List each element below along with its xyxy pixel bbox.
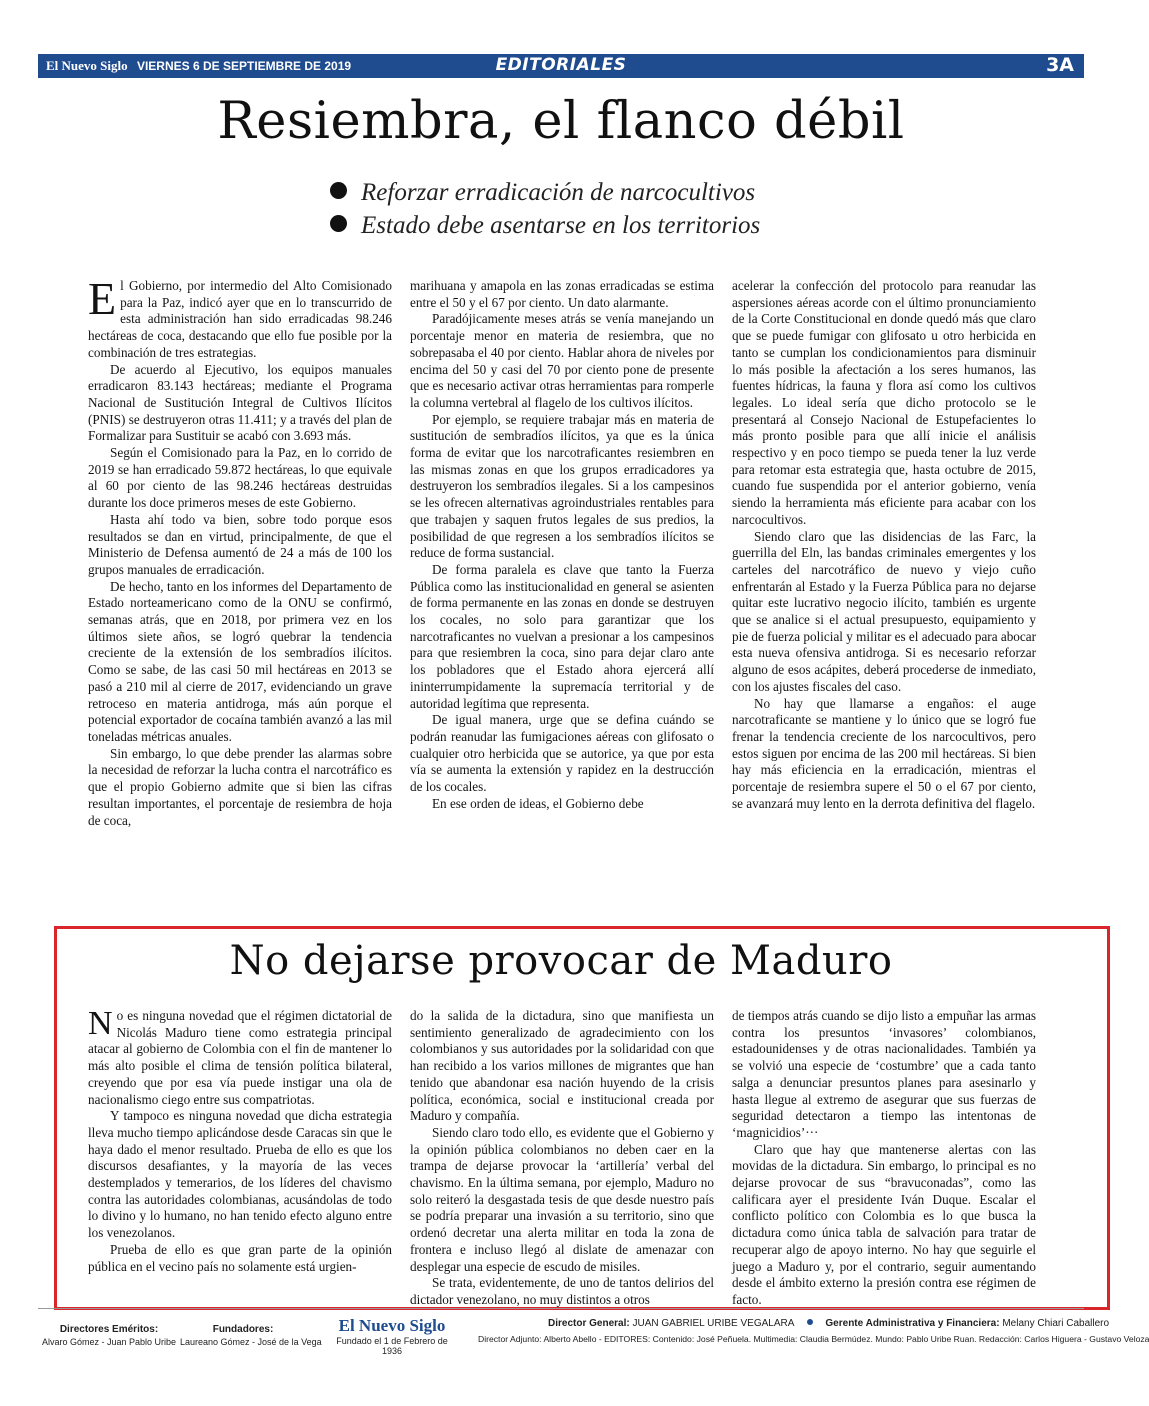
subhead-item: Reforzar erradicación de narcocultivos	[330, 176, 760, 209]
article2-column-1	[88, 1005, 392, 1288]
page-number: 3A	[1046, 54, 1074, 76]
paragraph: Paradójicamente meses atrás se venía manejando un porcentaje menor en materia de resiembra, que no sobrepasaba el 40 por ciento. Hablar ahora de niveles por encima del 50 y casi del 70 por ciento pone de presente que es necesario activar otras herramientas para romperle la columna vertebral al flagelo de los cultivos ilícitos.	[410, 311, 714, 410]
paragraph: de tiempos atrás cuando se dijo listo a empuñar las armas contra los presuntos ‘invasores’ colombianos, estadounidenses y de otras nacionalidades. También ya se volvió una especie de ‘costumbre’ que a cada tanto salga a denunciar presuntos planes para asesinarlo y hasta llegue al extremo de asegurar que sus fuerzas de seguridad detectaron a tiempo las intentonas de ‘magnicidios’···	[732, 1008, 1036, 1140]
separator-dot-icon	[807, 1319, 813, 1325]
directores-emeritos: Directores Eméritos: Alvaro Gómez - Juan Pablo Uribe	[41, 1324, 177, 1347]
article1-subheads	[330, 176, 760, 242]
paragraph: No es ninguna novedad que el régimen dictatorial de Nicolás Maduro tiene como estrategia principal atacar al gobierno de Colombia con el fin de mantener lo más alto posible el clima de tensión política bilateral, creyendo que por esa vía puede instigar una ola de nacionalismo ciego entre sus compatriotas.	[88, 1005, 392, 1107]
article1-column-2	[410, 278, 714, 918]
paragraph: De forma paralela es clave que tanto la Fuerza Pública como las institucionalidad en general se asienten de forma permanente en las zonas en donde se destruyen los cocales, no solo para garantizar que los narcotraficantes no vuelvan a presionar a los campesinos para que resiembren la coca, sino para dejar claro ante los pobladores que el Estado ahora ejercerá allí ininterrumpidamente la supremacía territorial y de autoridad legítima que representa.	[410, 561, 714, 711]
section-title: EDITORIALES	[495, 55, 627, 75]
paragraph: Claro que hay que mantenerse alertas con las movidas de la dictadura. Sin embargo, lo principal es no dejarse provocar de sus “bravuconadas”, como las calificara ayer el presidente Iván Duque. Escalar el conflicto político con Colombia es lo que busca la dictadura como única tabla de salvación para tratar de recuperar algo de apoyo interno. No hay que seguirle el juego a Maduro y, por el contrario, seguir aumentando desde el ámbito externo la presión contra ese régimen de facto.	[732, 1141, 1036, 1307]
paragraph: Hasta ahí todo va bien, sobre todo porque esos resultados se dan en virtud, principalmente, de que el Ministerio de Defensa aumentó de 24 a más de 100 los grupos manuales de erradicación.	[88, 511, 392, 577]
paragraph: Prueba de ello es que gran parte de la opinión pública en el vecino país no solamente está urgien-	[88, 1241, 392, 1274]
article1-headline: Resiembra, el flanco débil	[217, 92, 905, 151]
paragraph: De igual manera, urge que se defina cuándo se podrán reanudar las fumigaciones aéreas con glifosato o cualquier otro herbicida que se autorice, ya que por esta vía se aumenta la extensión y rapidez en la destrucción de los cocales.	[410, 712, 714, 795]
bullet-dot-icon	[330, 182, 347, 199]
article2-column-2	[410, 1008, 714, 1307]
paragraph: Según el Comisionado para la Paz, en lo corrido de 2019 se han erradicado 59.872 hectáreas, lo que equivale al 60 por ciento de las 98.246 hectáreas destruidas durante los doce primeros meses de este Gobierno.	[88, 445, 392, 511]
staff-editors: Director Adjunto: Alberto Abello - EDITORES: Contenido: José Peñuela. Multimedia: Claudia Bermúdez. Mundo: Pablo Uribe Ruan. Redacción: Carlos Higuera - Gustavo Veloza	[478, 1334, 1149, 1344]
banner-brand: El Nuevo Siglo	[46, 58, 128, 73]
paragraph: acelerar la confección del protocolo para reanudar las aspersiones aéreas acorde con el último pronunciamiento de la Corte Constitucional en donde quedó más que claro que se puede fumigar con glifosato u otro herbicida en tanto se cumplan los condicionamientos para disminuir lo más posible la afectación a los seres humanos, las fuentes hídricas, la fauna y flora así como los cultivos legales. Lo ideal sería que dicho protocolo se le presentará al Consejo Nacional de Estupefacientes lo más pronto posible para que allí inicie el análisis respectivo y en poco tiempo se pueda tener la luz verde para retomar esta estrategia que, hasta octubre de 2015, cuando fue suspendida por el anterior gobierno, venía siendo la herramienta más eficiente para acabar con los narcocultivos.	[732, 278, 1036, 527]
paragraph: No hay que llamarse a engaños: el auge narcotraficante se mantiene y lo único que se logró fue frenar la tendencia creciente de los narcocultivos, pero estos siguen por encima de las 200 mil hectáreas. Si bien hay más eficiencia en la erradicación, mientras el porcentaje de resiembra supere el 50 o el 67 por ciento, se avanzará muy lento en la derrota definitiva del flagelo.	[732, 695, 1036, 811]
paragraph: marihuana y amapola en las zonas erradicadas se estima entre el 50 y el 67 por ciento. Un dato alarmante.	[410, 278, 714, 310]
paragraph: De acuerdo al Ejecutivo, los equipos manuales erradicaron 83.143 hectáreas; mediante el Programa Nacional de Sustitución Integral de Cultivos Ilícitos (PNIS) se destruyeron otras 11.411; y a través del plan de Formalizar para Sustituir se acabó con 3.693 más.	[88, 361, 392, 444]
paragraph: Siendo claro que las disidencias de las Farc, la guerrilla del Eln, las bandas criminales emergentes y los carteles del narcotráfico de nuevo y viejo cuño enfrentarán al Estado y la Fuerza Pública para no dejarse quitar este lucrativo negocio ilícito, también es urgente que se analice si el actual presupuesto, equipamiento y pie de fuerza policial y militar es el adecuado para abocar esta nueva ofensiva antidroga. Si es necesario reforzar alguno de esos acápites, deberá procederse de inmediato, con los ajustes fiscales del caso.	[732, 528, 1036, 694]
section-banner	[38, 54, 1084, 78]
article2-column-3	[732, 1008, 1036, 1307]
bullet-dot-icon	[330, 215, 347, 232]
paragraph: Se trata, evidentemente, de uno de tantos delirios del dictador venezolano, no muy distintos a otros	[410, 1275, 714, 1307]
paragraph: do la salida de la dictadura, sino que manifiesta un sentimiento generalizado de agradecimiento con los colombianos y sus autoridades por la solidaridad con que han recibido a los varios millones de migrantes que han tenido que abandonar esa nación huyendo de la crisis política, económica, social e institucional creada por Maduro y compañía.	[410, 1008, 714, 1124]
article1-column-3	[732, 278, 1036, 918]
paragraph: Por ejemplo, se requiere trabajar más en materia de sustitución de sembradíos ilícitos, ya que es la única forma de evitar que los narcotraficantes resiembren en las mismas zonas en que los grupos erradicadores ya destruyeron los sembradíos ilegales. Si a los campesinos se les ofrecen alternativas agroindustriales rentables para que trabajen y saquen frutos legales de sus predios, la posibilidad de que regresen a los sembradíos ilícitos se reduce de forma sustancial.	[410, 411, 714, 561]
article1-column-1	[88, 273, 392, 918]
paragraph: Sin embargo, lo que debe prender las alarmas sobre la necesidad de reforzar la lucha contra el narcotráfico es que el propio Gobierno admite que si bien las cifras resultan importantes, el porcentaje de resiembra de hoja de coca,	[88, 745, 392, 828]
newspaper-logo: El Nuevo Siglo Fundado el 1 de Febrero de 1936	[336, 1316, 448, 1356]
drop-cap: E	[88, 273, 117, 324]
paragraph: En ese orden de ideas, el Gobierno debe	[432, 795, 644, 811]
footer-divider	[38, 1308, 1084, 1309]
issue-date: VIERNES 6 DE SEPTIEMBRE DE 2019	[136, 59, 352, 73]
drop-cap: N	[88, 1005, 113, 1042]
subhead-item: Estado debe asentarse en los territorios	[330, 209, 760, 242]
article2-headline: No dejarse provocar de Maduro	[229, 938, 893, 984]
paragraph: El Gobierno, por intermedio del Alto Comisionado para la Paz, indicó ayer que en lo transcurrido de esta administración han sido erradicadas 98.246 hectáreas de coca, destacando que ello fue posible por la combinación de tres estrategias.	[88, 273, 392, 360]
paragraph: Siendo claro todo ello, es evidente que el Gobierno y la opinión pública colombianos no deben caer en la trampa de dejarse provocar la ‘artillería’ verbal del chavismo. En la última semana, por ejemplo, Maduro no solo reiteró la desgastada tesis de que desde nuestro país se podría preparar una invasión a su territorio, sino que ordenó decretar una alerta militar en toda la zona de frontera e incluso llegó al dislate de amenazar con desplegar una especie de escudo de misiles.	[410, 1124, 714, 1274]
fundadores: Fundadores: Laureano Gómez - José de la Vega	[180, 1324, 322, 1347]
paragraph: De hecho, tanto en los informes del Departamento de Estado norteamericano como de la ONU se confirmó, semanas atrás, que en 2018, por primera vez en los últimos siete años, se logró quebrar la tendencia creciente de la extensión de los sembradíos ilícitos. Como se sabe, de las casi 50 mil hectáreas en 2013 se pasó a 210 mil al cierre de 2017, evidenciando un grave retroceso en materia antidroga, más aún porque el potencial exportador de cocaína también avanzó a las mil toneladas métricas anuales.	[88, 578, 392, 744]
staff-directors: Director General: JUAN GABRIEL URIBE VEGALARA Gerente Administrativa y Financiera: Melany Chiari Caballero	[548, 1318, 1110, 1329]
paragraph: Y tampoco es ninguna novedad que dicha estrategia lleva mucho tiempo aplicándose desde Caracas sin que le haya dado el menor resultado. Prueba de ello es que los discursos desafiantes, y la mayoría de las veces destemplados y temerarios, de los líderes del chavismo contra las autoridades colombianas, acusándolas de todo lo divino y lo humano, no han tenido efecto alguno entre los venezolanos.	[88, 1108, 392, 1241]
